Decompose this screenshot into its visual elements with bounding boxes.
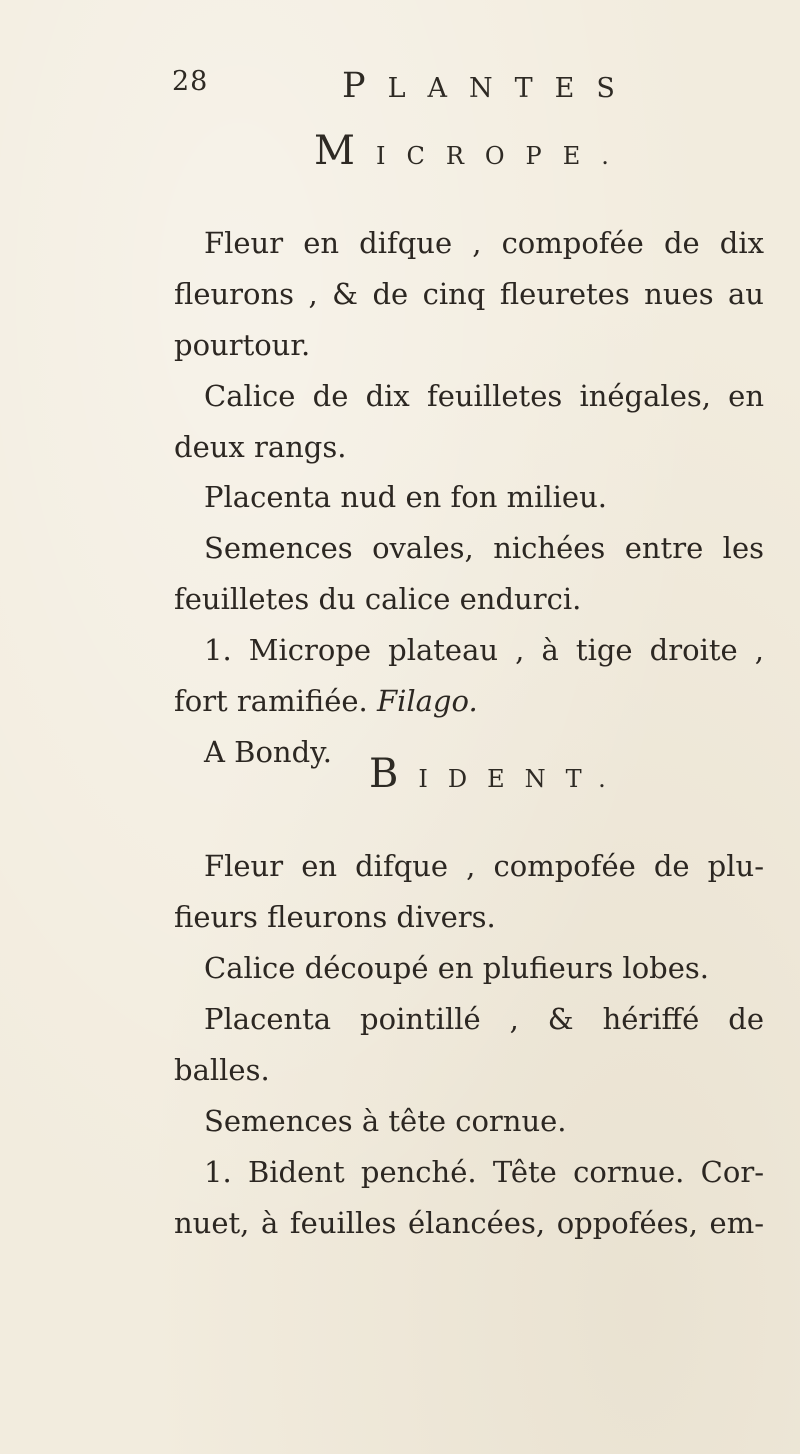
section-title-micrope bbox=[314, 128, 630, 174]
running-head bbox=[342, 66, 637, 106]
section-title-rest: ICROPE. bbox=[375, 142, 630, 170]
text-line: Fleur en difque , compofée de plu- bbox=[204, 849, 764, 883]
running-head-rest: LANTES bbox=[387, 73, 637, 104]
text-line: 1. Micrope plateau , à tige droite , bbox=[204, 633, 764, 667]
page-number: 28 bbox=[172, 66, 209, 97]
section-title-bident bbox=[369, 751, 626, 797]
text-line: fieurs fleurons divers. bbox=[174, 900, 496, 934]
text-line: feuilletes du calice endurci. bbox=[174, 582, 582, 616]
text-line-roman: fort ramifiée. bbox=[174, 684, 368, 718]
text-line: Placenta pointillé , & hériffé de bbox=[204, 1002, 764, 1036]
section-title-initial: B bbox=[369, 751, 419, 797]
latin-name-filago: Filago. bbox=[376, 684, 478, 718]
section-title-rest: IDENT. bbox=[418, 765, 626, 793]
text-line: 1. Bident penché. Tête cornue. Cor- bbox=[204, 1155, 764, 1189]
text-line-location: A Bondy. bbox=[204, 735, 332, 769]
section-title-initial: M bbox=[314, 128, 376, 174]
page-header bbox=[172, 66, 637, 106]
text-line: Calice découpé en plufieurs lobes. bbox=[204, 951, 709, 985]
text-line: Fleur en difque , compofée de dix bbox=[204, 226, 764, 260]
text-line: Calice de dix feuilletes inégales, en bbox=[204, 379, 764, 413]
text-line: fleurons , & de cinq fleuretes nues au bbox=[174, 277, 764, 311]
running-head-initial: P bbox=[342, 66, 388, 106]
text-line: nuet, à feuilles élancées, oppofées, em- bbox=[174, 1206, 764, 1240]
text-line: pourtour. bbox=[174, 328, 311, 362]
text-line: Semences à tête cornue. bbox=[204, 1104, 567, 1138]
text-line: deux rangs. bbox=[174, 430, 347, 464]
text-line: Semences ovales, nichées entre les bbox=[204, 531, 764, 565]
text-line bbox=[174, 679, 764, 723]
text-line: Placenta nud en fon milieu. bbox=[204, 480, 607, 514]
text-line: balles. bbox=[174, 1053, 270, 1087]
